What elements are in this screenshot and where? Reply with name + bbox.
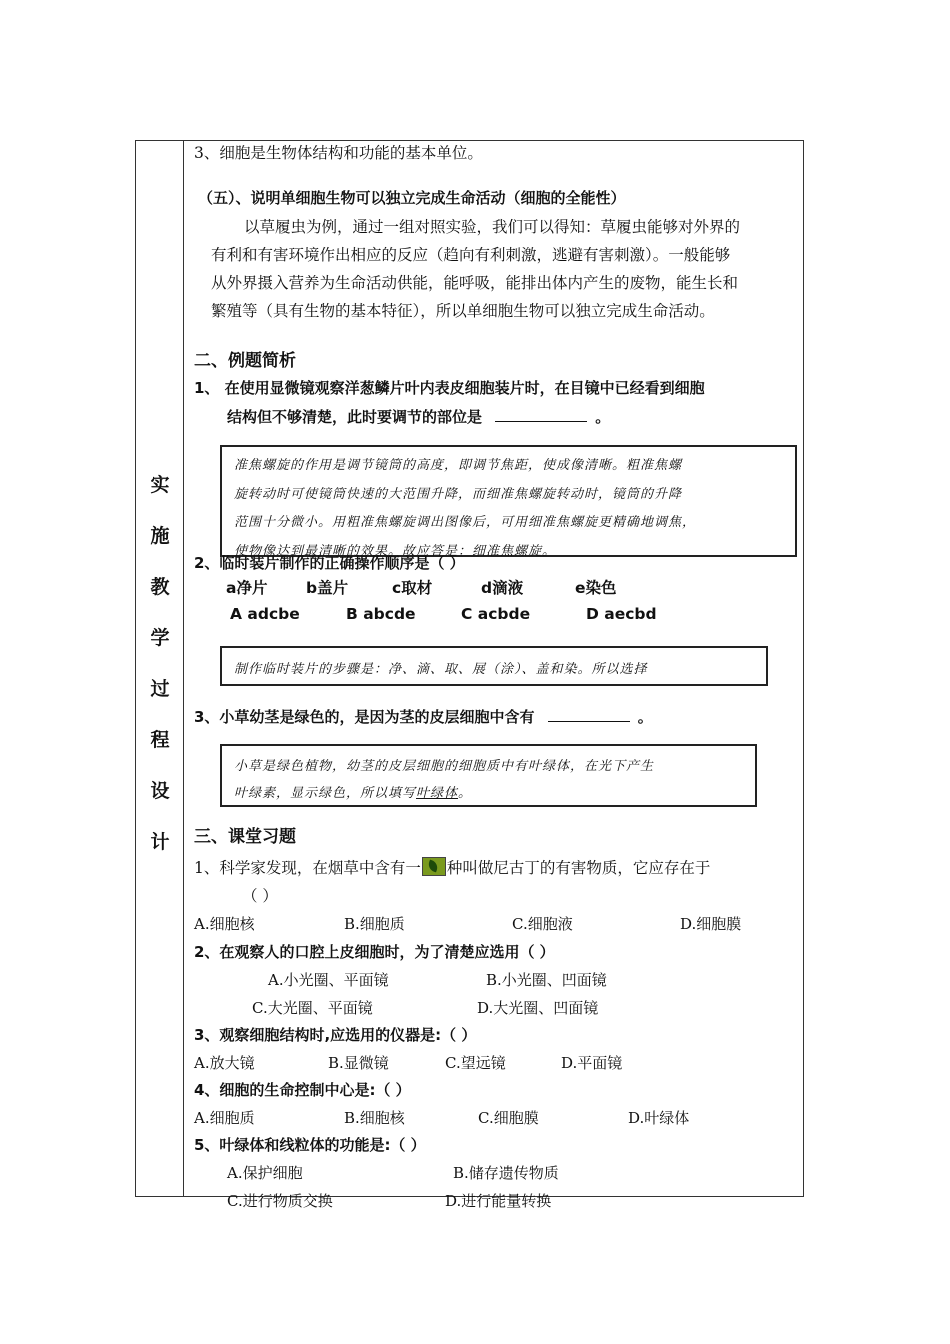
point-3: 3、细胞是生物体结构和功能的基本单位。 xyxy=(194,144,483,162)
example-q2-option: B abcde xyxy=(346,605,416,623)
exercise-5-option: B.储存遗传物质 xyxy=(453,1164,559,1182)
example-q3-answer-box xyxy=(220,744,757,807)
answer-text: 。 xyxy=(458,786,473,801)
side-title-char: 设 xyxy=(150,780,170,802)
example-q1-answer-box xyxy=(220,445,797,557)
exercise-1-option: D.细胞膜 xyxy=(680,915,742,933)
exercise-3-option: B.显微镜 xyxy=(328,1054,389,1072)
answer-line: 制作临时装片的步骤是：净、滴、取、展（涂）、盖和染。所以选择 xyxy=(234,662,648,677)
exercises-title: 三、课堂习题 xyxy=(194,827,296,847)
answer-blank xyxy=(495,421,587,422)
exercise-1-option: C.细胞液 xyxy=(512,915,573,933)
answer-line xyxy=(234,782,472,801)
side-title xyxy=(136,469,184,877)
answer-underlined: 叶绿体 xyxy=(416,786,459,801)
exercise-1-line xyxy=(194,856,710,878)
exercise-4-option: B.细胞核 xyxy=(344,1109,405,1127)
answer-line: 旋转动时可使镜筒快速的大范围升降，而细准焦螺旋转动时，镜筒的升降 xyxy=(234,487,683,502)
side-title-char: 计 xyxy=(150,831,170,853)
example-q1-line2 xyxy=(227,406,610,427)
answer-blank xyxy=(548,721,630,722)
exercise-1-option: A.细胞核 xyxy=(194,915,255,933)
example-q2-option: C acbde xyxy=(461,605,531,623)
section-5-title: （五）、说明单细胞生物可以独立完成生命活动（细胞的全能性） xyxy=(198,189,626,207)
content-column xyxy=(184,141,803,1210)
exercise-2-option: B.小光圈、凹面镜 xyxy=(486,971,607,989)
example-q2-item: b盖片 xyxy=(306,579,349,597)
side-title-char: 教 xyxy=(150,576,170,598)
exercise-1-option: B.细胞质 xyxy=(344,915,405,933)
example-q2-item: a净片 xyxy=(226,579,268,597)
example-q2-answer-box xyxy=(220,646,768,686)
exercise-4-option: C.细胞膜 xyxy=(478,1109,539,1127)
answer-line: 使物像达到最清晰的效果。故应答是：细准焦螺旋。 xyxy=(234,544,557,559)
side-title-char: 学 xyxy=(150,627,170,649)
side-title-char: 施 xyxy=(150,525,170,547)
answer-line: 准焦螺旋的作用是调节镜筒的高度，即调节焦距，使成像清晰。粗准焦螺 xyxy=(234,458,683,473)
side-title-char: 程 xyxy=(150,729,170,751)
exercise-5-option: C.进行物质交换 xyxy=(227,1192,333,1210)
exercise-3-option: A.放大镜 xyxy=(194,1054,255,1072)
example-q2-option: D aecbd xyxy=(586,605,657,623)
exercise-3-option: C.望远镜 xyxy=(445,1054,506,1072)
section-5-line: 繁殖等（具有生物的基本特征），所以单细胞生物可以独立完成生命活动。 xyxy=(211,302,715,320)
example-q2-item: c取材 xyxy=(392,579,433,597)
example-q3-line xyxy=(194,706,653,727)
example-q1-text: 结构但不够清楚，此时要调节的部位是 xyxy=(227,408,483,426)
exercise-4-option: A.细胞质 xyxy=(194,1109,255,1127)
exercise-1-text: 1、科学家发现，在烟草中含有一 xyxy=(194,859,421,877)
exercise-5-option: D.进行能量转换 xyxy=(445,1192,552,1210)
example-q2-option: A adcbe xyxy=(230,605,300,623)
exercise-2-option: A.小光圈、平面镜 xyxy=(268,971,389,989)
leaf-icon xyxy=(422,857,446,876)
exercise-4-option: D.叶绿体 xyxy=(628,1109,690,1127)
section-5-line: 有利和有害环境作出相应的反应（趋向有利刺激，逃避有害刺激）。一般能够 xyxy=(211,246,731,264)
example-q1-line1: 1、 在使用显微镜观察洋葱鳞片叶内表皮细胞装片时，在目镜中已经看到细胞 xyxy=(194,379,705,397)
section-5-line: 从外界摄入营养为生命活动供能，能呼吸，能排出体内产生的废物，能生长和 xyxy=(211,274,739,292)
exercise-2-option: D.大光圈、凹面镜 xyxy=(477,999,599,1017)
exercise-5-line: 5、叶绿体和线粒体的功能是:（ ） xyxy=(194,1136,426,1154)
example-q2-item: e染色 xyxy=(575,579,617,597)
example-q2-line: 2、临时装片制作的正确操作顺序是（ ） xyxy=(194,554,465,572)
answer-text: 叶绿素，显示绿色，所以填写 xyxy=(234,786,417,801)
side-column xyxy=(136,141,184,1196)
example-q3-end: 。 xyxy=(637,708,653,726)
lesson-table xyxy=(135,140,804,1210)
exercise-3-line: 3、观察细胞结构时,应选用的仪器是:（ ） xyxy=(194,1026,477,1044)
side-title-char: 过 xyxy=(150,678,170,700)
side-title-char: 实 xyxy=(150,474,170,496)
section-5-line: 以草履虫为例，通过一组对照实验，我们可以得知：草履虫能够对外界的 xyxy=(244,218,741,236)
exercise-4-line: 4、细胞的生命控制中心是:（ ） xyxy=(194,1081,411,1099)
answer-line: 范围十分微小。用粗准焦螺旋调出图像后，可用细准焦螺旋更精确地调焦， xyxy=(234,515,697,530)
examples-title: 二、例题简析 xyxy=(194,351,296,371)
exercise-1-paren: （ ） xyxy=(242,887,278,905)
exercise-1-text: 种叫做尼古丁的有害物质，它应存在于 xyxy=(446,859,711,877)
exercise-3-option: D.平面镜 xyxy=(561,1054,623,1072)
answer-line: 小草是绿色植物，幼茎的皮层细胞的细胞质中有叶绿体，在光下产生 xyxy=(234,759,655,774)
exercise-2-line: 2、在观察人的口腔上皮细胞时，为了清楚应选用（ ） xyxy=(194,943,555,961)
example-q3-text: 3、小草幼茎是绿色的，是因为茎的皮层细胞中含有 xyxy=(194,708,535,726)
exercise-2-option: C.大光圈、平面镜 xyxy=(252,999,373,1017)
exercise-5-option: A.保护细胞 xyxy=(227,1164,303,1182)
example-q1-end: 。 xyxy=(595,408,611,426)
example-q2-item: d滴液 xyxy=(481,579,524,597)
